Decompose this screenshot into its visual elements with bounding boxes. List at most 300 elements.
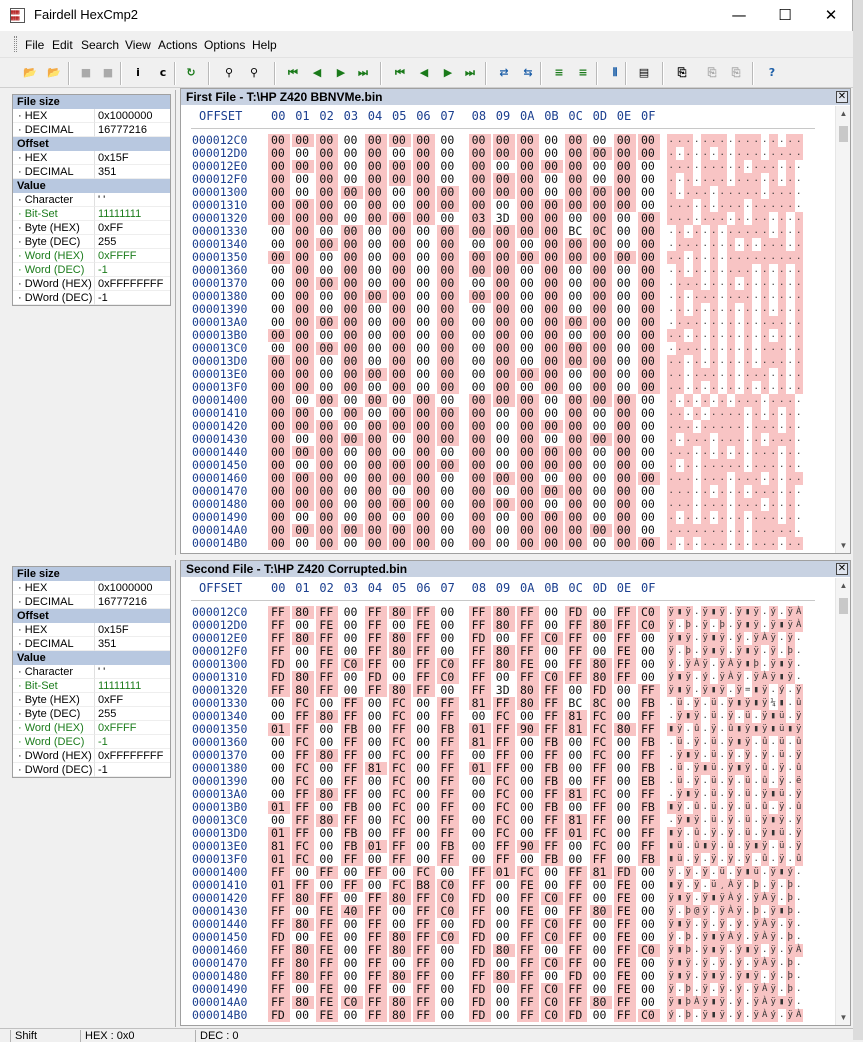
hex-byte[interactable]: 00: [638, 251, 660, 264]
ascii-char[interactable]: .: [753, 148, 759, 158]
ascii-char[interactable]: .: [668, 512, 674, 522]
hex-byte[interactable]: FE: [614, 983, 636, 996]
hex-byte[interactable]: 00: [520, 289, 534, 303]
ascii-char[interactable]: .: [719, 854, 725, 864]
ascii-char[interactable]: .: [711, 200, 717, 210]
ascii-char[interactable]: .: [685, 486, 691, 496]
hex-byte[interactable]: FF: [292, 749, 314, 762]
hex-byte[interactable]: 80: [389, 996, 411, 1009]
hex-byte[interactable]: 00: [471, 787, 486, 801]
hex-byte[interactable]: 81: [469, 697, 491, 710]
hex-byte[interactable]: 01: [493, 866, 515, 879]
hex-byte[interactable]: 00: [520, 354, 534, 368]
ascii-char[interactable]: .: [787, 278, 793, 288]
ascii-char[interactable]: .: [779, 945, 785, 955]
hex-byte[interactable]: 00: [520, 380, 534, 394]
hex-byte[interactable]: 00: [292, 381, 314, 394]
hex-byte[interactable]: 00: [471, 354, 486, 368]
ascii-char[interactable]: .: [677, 265, 683, 275]
ascii-char[interactable]: ▮: [711, 997, 717, 1007]
hex-byte[interactable]: 00: [268, 407, 290, 420]
ascii-char[interactable]: .: [762, 620, 768, 630]
hex-byte[interactable]: 00: [440, 995, 455, 1009]
hex-byte[interactable]: FF: [638, 684, 660, 697]
hex-byte[interactable]: 00: [416, 722, 431, 736]
hex-byte[interactable]: 00: [568, 380, 583, 394]
ascii-char[interactable]: û: [796, 854, 802, 864]
hex-byte[interactable]: 00: [319, 354, 334, 368]
ascii-char[interactable]: .: [711, 213, 717, 223]
hex-byte[interactable]: FF: [517, 931, 539, 944]
hex-byte[interactable]: 00: [343, 393, 358, 407]
ascii-char[interactable]: ÿ: [719, 685, 725, 695]
hex-byte[interactable]: FF: [541, 840, 563, 853]
hex-byte[interactable]: 00: [343, 445, 358, 459]
ascii-char[interactable]: .: [677, 291, 683, 301]
ascii-char[interactable]: ÿ: [694, 776, 700, 786]
ascii-char[interactable]: .: [745, 893, 751, 903]
last-block-button[interactable]: ⏭: [465, 66, 475, 79]
ascii-char[interactable]: .: [753, 213, 759, 223]
ascii-char[interactable]: .: [668, 499, 674, 509]
ascii-char[interactable]: ÿ: [770, 945, 776, 955]
ascii-char[interactable]: ü: [711, 711, 717, 721]
hex-byte[interactable]: 00: [367, 302, 382, 316]
ascii-char[interactable]: ÿ: [787, 945, 793, 955]
ascii-char[interactable]: .: [770, 213, 776, 223]
hex-byte[interactable]: FC: [590, 723, 612, 736]
ascii-char[interactable]: .: [694, 633, 700, 643]
ascii-column[interactable]: [667, 433, 803, 446]
ascii-char[interactable]: .: [762, 945, 768, 955]
ascii-char[interactable]: ÿ: [753, 958, 759, 968]
ascii-char[interactable]: .: [787, 434, 793, 444]
ascii-char[interactable]: ý: [770, 607, 776, 617]
hex-byte[interactable]: 00: [343, 159, 358, 173]
hex-byte[interactable]: FF: [268, 970, 290, 983]
hex-byte[interactable]: FF: [469, 658, 491, 671]
ascii-char[interactable]: ▮: [736, 698, 742, 708]
hex-byte[interactable]: 00: [316, 342, 338, 355]
ascii-char[interactable]: .: [753, 776, 759, 786]
ascii-char[interactable]: .: [728, 278, 734, 288]
ascii-char[interactable]: .: [677, 148, 683, 158]
hex-byte[interactable]: FF: [365, 632, 387, 645]
hex-byte[interactable]: 00: [416, 237, 431, 251]
hex-byte[interactable]: 00: [565, 485, 587, 498]
ascii-char[interactable]: .: [736, 460, 742, 470]
hex-byte[interactable]: FF: [341, 710, 363, 723]
ascii-char[interactable]: .: [728, 984, 734, 994]
ascii-char[interactable]: .: [719, 512, 725, 522]
ascii-char[interactable]: ÿ: [736, 620, 742, 630]
hex-byte[interactable]: FF: [638, 788, 660, 801]
hex-byte[interactable]: 00: [392, 484, 406, 498]
hex-byte[interactable]: 00: [495, 419, 510, 433]
ascii-char[interactable]: ÿ: [753, 646, 759, 656]
ascii-char[interactable]: ▮: [668, 724, 674, 734]
ascii-char[interactable]: .: [685, 841, 691, 851]
ascii-char[interactable]: .: [796, 369, 802, 379]
hex-byte[interactable]: 00: [469, 225, 491, 238]
ascii-char[interactable]: ÿ: [702, 997, 708, 1007]
ascii-char[interactable]: .: [685, 239, 691, 249]
hex-byte[interactable]: 00: [271, 748, 285, 762]
ascii-char[interactable]: .: [796, 148, 802, 158]
ascii-char[interactable]: .: [770, 317, 776, 327]
hex-byte[interactable]: 00: [367, 800, 382, 814]
hex-byte[interactable]: 00: [365, 498, 387, 511]
hex-byte[interactable]: 80: [292, 684, 314, 697]
ascii-char[interactable]: ÿ: [762, 789, 768, 799]
hex-byte[interactable]: 00: [367, 250, 382, 264]
ascii-char[interactable]: .: [770, 447, 776, 457]
hex-byte[interactable]: 00: [616, 315, 631, 329]
ascii-char[interactable]: .: [719, 161, 725, 171]
ascii-char[interactable]: .: [796, 382, 802, 392]
hex-byte[interactable]: FB: [437, 840, 459, 853]
ascii-char[interactable]: .: [770, 148, 776, 158]
hex-byte[interactable]: 00: [413, 407, 435, 420]
hex-byte[interactable]: 00: [416, 709, 431, 723]
hex-byte[interactable]: FF: [341, 697, 363, 710]
hex-byte[interactable]: FF: [437, 814, 459, 827]
ascii-char[interactable]: .: [702, 724, 708, 734]
hex-byte[interactable]: 00: [568, 289, 583, 303]
hex-byte[interactable]: FF: [341, 879, 363, 892]
ascii-char[interactable]: ÿ: [796, 841, 802, 851]
ascii-char[interactable]: ÿ: [677, 711, 683, 721]
ascii-char[interactable]: À: [796, 607, 802, 617]
ascii-char[interactable]: ü: [779, 737, 785, 747]
ascii-char[interactable]: .: [779, 330, 785, 340]
first-file-scrollbar[interactable]: [835, 106, 850, 553]
hex-byte[interactable]: 00: [641, 198, 655, 212]
hex-byte[interactable]: 00: [614, 251, 636, 264]
hex-byte[interactable]: 00: [641, 432, 655, 446]
second-file-scrollbar[interactable]: [835, 578, 850, 1025]
ascii-char[interactable]: û: [694, 828, 700, 838]
ascii-char[interactable]: .: [736, 789, 742, 799]
ascii-char[interactable]: ÿ: [668, 906, 674, 916]
hex-byte[interactable]: C0: [638, 619, 660, 632]
ascii-char[interactable]: .: [694, 893, 700, 903]
ascii-char[interactable]: .: [745, 213, 751, 223]
ascii-column[interactable]: [667, 212, 803, 225]
ascii-char[interactable]: .: [770, 161, 776, 171]
ascii-char[interactable]: ÿ: [668, 633, 674, 643]
hex-byte[interactable]: 00: [469, 147, 491, 160]
hex-byte[interactable]: 00: [493, 342, 515, 355]
hex-byte[interactable]: 90: [517, 723, 539, 736]
ascii-char[interactable]: .: [762, 291, 768, 301]
ascii-char[interactable]: .: [668, 447, 674, 457]
ascii-char[interactable]: .: [796, 906, 802, 916]
ascii-char[interactable]: À: [762, 919, 768, 929]
hex-byte[interactable]: 00: [638, 368, 660, 381]
hex-byte[interactable]: C0: [437, 892, 459, 905]
hex-byte[interactable]: 00: [592, 497, 607, 511]
hex-byte[interactable]: 00: [389, 537, 411, 550]
hex-byte[interactable]: FE: [614, 892, 636, 905]
ascii-char[interactable]: ÿ: [787, 672, 793, 682]
ascii-char[interactable]: .: [762, 252, 768, 262]
ascii-char[interactable]: ÿ: [702, 620, 708, 630]
hex-byte[interactable]: 00: [471, 839, 486, 853]
menu-options[interactable]: Options: [204, 38, 246, 52]
hex-byte[interactable]: 00: [416, 787, 431, 801]
ascii-char[interactable]: .: [796, 213, 802, 223]
hex-byte[interactable]: EB: [638, 775, 660, 788]
app-icon[interactable]: ▦▦ ▦▦: [10, 8, 25, 23]
ascii-char[interactable]: û: [694, 724, 700, 734]
ascii-char[interactable]: .: [677, 356, 683, 366]
hex-byte[interactable]: 80: [389, 970, 411, 983]
ascii-char[interactable]: .: [762, 226, 768, 236]
hex-byte[interactable]: 80: [493, 944, 515, 957]
ascii-char[interactable]: ▮: [702, 841, 708, 851]
hex-byte[interactable]: 00: [416, 276, 431, 290]
ascii-char[interactable]: ▮: [736, 737, 742, 747]
hex-byte[interactable]: FF: [638, 749, 660, 762]
ascii-char[interactable]: ÿ: [685, 919, 691, 929]
hex-byte[interactable]: 00: [641, 393, 655, 407]
ascii-char[interactable]: .: [787, 343, 793, 353]
ascii-char[interactable]: .: [753, 854, 759, 864]
ascii-char[interactable]: ▮: [702, 763, 708, 773]
ascii-char[interactable]: .: [711, 135, 717, 145]
ascii-char[interactable]: ▮: [677, 633, 683, 643]
hex-byte[interactable]: C0: [437, 671, 459, 684]
ascii-char[interactable]: ▮: [677, 945, 683, 955]
hex-byte[interactable]: FD: [614, 866, 636, 879]
ascii-char[interactable]: .: [728, 226, 734, 236]
ascii-char[interactable]: .: [694, 265, 700, 275]
hex-byte[interactable]: 00: [544, 133, 559, 147]
hex-byte[interactable]: 00: [469, 394, 491, 407]
hex-byte[interactable]: FE: [316, 931, 338, 944]
ascii-char[interactable]: .: [694, 421, 700, 431]
hex-byte[interactable]: 00: [440, 969, 455, 983]
hex-byte[interactable]: 00: [416, 774, 431, 788]
ascii-char[interactable]: .: [770, 802, 776, 812]
ascii-char[interactable]: À: [762, 893, 768, 903]
hex-byte[interactable]: 00: [268, 394, 290, 407]
ascii-char[interactable]: .: [736, 278, 742, 288]
hex-byte[interactable]: 00: [590, 524, 612, 537]
hex-byte[interactable]: 00: [638, 472, 660, 485]
hex-byte[interactable]: 00: [341, 329, 363, 342]
ascii-char[interactable]: þ: [787, 906, 793, 916]
first-file-close-button[interactable]: ✕: [837, 91, 847, 102]
ascii-char[interactable]: ÿ: [677, 828, 683, 838]
ascii-char[interactable]: ÿ: [796, 711, 802, 721]
ascii-char[interactable]: ÿ: [728, 698, 734, 708]
ascii-char[interactable]: .: [677, 867, 683, 877]
ascii-char[interactable]: .: [685, 473, 691, 483]
hex-byte[interactable]: 00: [592, 644, 607, 658]
hex-byte[interactable]: 80: [292, 957, 314, 970]
ascii-char[interactable]: .: [711, 620, 717, 630]
hex-byte[interactable]: 00: [389, 290, 411, 303]
hex-byte[interactable]: FF: [365, 645, 387, 658]
ascii-char[interactable]: .: [753, 330, 759, 340]
hex-byte[interactable]: 00: [392, 198, 406, 212]
hex-byte[interactable]: FF: [614, 918, 636, 931]
hex-byte[interactable]: 00: [614, 472, 636, 485]
ascii-char[interactable]: ÿ: [668, 893, 674, 903]
hex-byte[interactable]: FF: [365, 983, 387, 996]
hex-byte[interactable]: FF: [365, 619, 387, 632]
ascii-char[interactable]: .: [668, 763, 674, 773]
ascii-char[interactable]: ÿ: [770, 633, 776, 643]
hex-byte[interactable]: 00: [469, 199, 491, 212]
ascii-char[interactable]: .: [779, 421, 785, 431]
ascii-char[interactable]: ÿ: [787, 607, 793, 617]
ascii-char[interactable]: .: [753, 382, 759, 392]
ascii-char[interactable]: ý: [668, 1010, 674, 1020]
hex-byte[interactable]: 00: [365, 433, 387, 446]
hex-byte[interactable]: 00: [319, 852, 334, 866]
ascii-char[interactable]: .: [770, 382, 776, 392]
hex-byte[interactable]: FF: [614, 658, 636, 671]
hex-byte[interactable]: 00: [365, 485, 387, 498]
ascii-char[interactable]: .: [668, 304, 674, 314]
ascii-char[interactable]: .: [753, 226, 759, 236]
hex-byte[interactable]: FF: [517, 996, 539, 1009]
ascii-char[interactable]: .: [719, 135, 725, 145]
hex-byte[interactable]: C0: [437, 905, 459, 918]
ascii-char[interactable]: .: [745, 460, 751, 470]
hex-byte[interactable]: 00: [590, 238, 612, 251]
ascii-char[interactable]: .: [694, 148, 700, 158]
ascii-char[interactable]: .: [728, 867, 734, 877]
hex-byte[interactable]: 00: [590, 329, 612, 342]
hex-byte[interactable]: C0: [437, 658, 459, 671]
hex-byte[interactable]: 00: [271, 787, 285, 801]
ascii-char[interactable]: ÿ: [719, 984, 725, 994]
hex-byte[interactable]: 00: [367, 263, 382, 277]
hex-byte[interactable]: 00: [495, 982, 510, 996]
ascii-char[interactable]: .: [779, 161, 785, 171]
ascii-char[interactable]: þ: [787, 646, 793, 656]
ascii-char[interactable]: .: [753, 317, 759, 327]
hex-byte[interactable]: 00: [641, 458, 655, 472]
hex-byte[interactable]: 00: [592, 471, 607, 485]
hex-byte[interactable]: 00: [544, 393, 559, 407]
hex-byte[interactable]: 00: [616, 289, 631, 303]
ascii-char[interactable]: .: [745, 486, 751, 496]
ascii-char[interactable]: ▮: [711, 945, 717, 955]
hex-byte[interactable]: 00: [517, 407, 539, 420]
hex-byte[interactable]: 00: [416, 696, 431, 710]
hex-byte[interactable]: FF: [389, 853, 411, 866]
hex-byte[interactable]: 00: [295, 1008, 310, 1022]
ascii-char[interactable]: .: [787, 460, 793, 470]
ascii-char[interactable]: .: [796, 499, 802, 509]
ascii-char[interactable]: .: [668, 317, 674, 327]
ascii-char[interactable]: ü: [677, 698, 683, 708]
ascii-char[interactable]: ÿ: [762, 841, 768, 851]
hex-byte[interactable]: 00: [568, 367, 583, 381]
hex-byte[interactable]: 00: [389, 160, 411, 173]
ascii-char[interactable]: .: [787, 538, 793, 548]
hex-byte[interactable]: 00: [469, 420, 491, 433]
first-diff-button[interactable]: ⏮: [288, 66, 298, 79]
hex-byte[interactable]: BC: [568, 224, 583, 238]
ascii-char[interactable]: .: [702, 776, 708, 786]
hex-byte[interactable]: 00: [469, 186, 491, 199]
hex-byte[interactable]: 00: [590, 212, 612, 225]
hex-byte[interactable]: 00: [565, 459, 587, 472]
ascii-char[interactable]: .: [668, 421, 674, 431]
ascii-char[interactable]: .: [677, 343, 683, 353]
hex-byte[interactable]: 01: [268, 853, 290, 866]
ascii-char[interactable]: .: [762, 646, 768, 656]
ascii-char[interactable]: ▮: [677, 971, 683, 981]
ascii-column[interactable]: [667, 645, 803, 658]
hex-byte[interactable]: FD: [469, 1009, 491, 1022]
ascii-char[interactable]: .: [711, 265, 717, 275]
hex-byte[interactable]: 00: [413, 524, 435, 537]
ascii-char[interactable]: .: [668, 213, 674, 223]
ascii-char[interactable]: ÿ: [719, 633, 725, 643]
ascii-char[interactable]: .: [668, 525, 674, 535]
hex-byte[interactable]: 00: [469, 407, 491, 420]
ascii-char[interactable]: .: [779, 893, 785, 903]
hex-byte[interactable]: FF: [316, 606, 338, 619]
hex-byte[interactable]: FF: [517, 606, 539, 619]
ascii-char[interactable]: .: [753, 750, 759, 760]
hex-byte[interactable]: 00: [544, 471, 559, 485]
hex-byte[interactable]: 00: [292, 238, 314, 251]
ascii-char[interactable]: .: [796, 174, 802, 184]
hex-byte[interactable]: 00: [292, 329, 314, 342]
hex-byte[interactable]: FF: [565, 619, 587, 632]
hex-byte[interactable]: 00: [367, 774, 382, 788]
hex-byte[interactable]: 00: [565, 446, 587, 459]
hex-byte[interactable]: 00: [292, 342, 314, 355]
ascii-char[interactable]: ÿ: [694, 737, 700, 747]
hex-byte[interactable]: 00: [616, 211, 631, 225]
hex-byte[interactable]: 00: [343, 510, 358, 524]
ascii-char[interactable]: .: [711, 447, 717, 457]
ascii-char[interactable]: .: [719, 187, 725, 197]
hex-byte[interactable]: 00: [493, 368, 515, 381]
hex-byte[interactable]: 00: [592, 943, 607, 957]
ascii-char[interactable]: .: [711, 382, 717, 392]
hex-byte[interactable]: FF: [341, 775, 363, 788]
ascii-char[interactable]: ÿ: [719, 919, 725, 929]
ascii-char[interactable]: .: [728, 971, 734, 981]
ascii-column[interactable]: [667, 1009, 803, 1022]
ascii-char[interactable]: ÿ: [719, 607, 725, 617]
ascii-char[interactable]: .: [787, 213, 793, 223]
hex-byte[interactable]: 00: [568, 276, 583, 290]
hex-byte[interactable]: FF: [316, 892, 338, 905]
ascii-char[interactable]: .: [745, 421, 751, 431]
ascii-char[interactable]: ÿ: [694, 789, 700, 799]
ascii-char[interactable]: .: [762, 421, 768, 431]
ascii-char[interactable]: ÿ: [736, 672, 742, 682]
ascii-char[interactable]: .: [702, 434, 708, 444]
hex-byte[interactable]: FF: [493, 840, 515, 853]
hex-byte[interactable]: FF: [413, 892, 435, 905]
sync-button[interactable]: ⇄: [499, 66, 509, 79]
hex-byte[interactable]: 00: [268, 511, 290, 524]
hex-byte[interactable]: 00: [392, 432, 406, 446]
ascii-char[interactable]: .: [685, 265, 691, 275]
